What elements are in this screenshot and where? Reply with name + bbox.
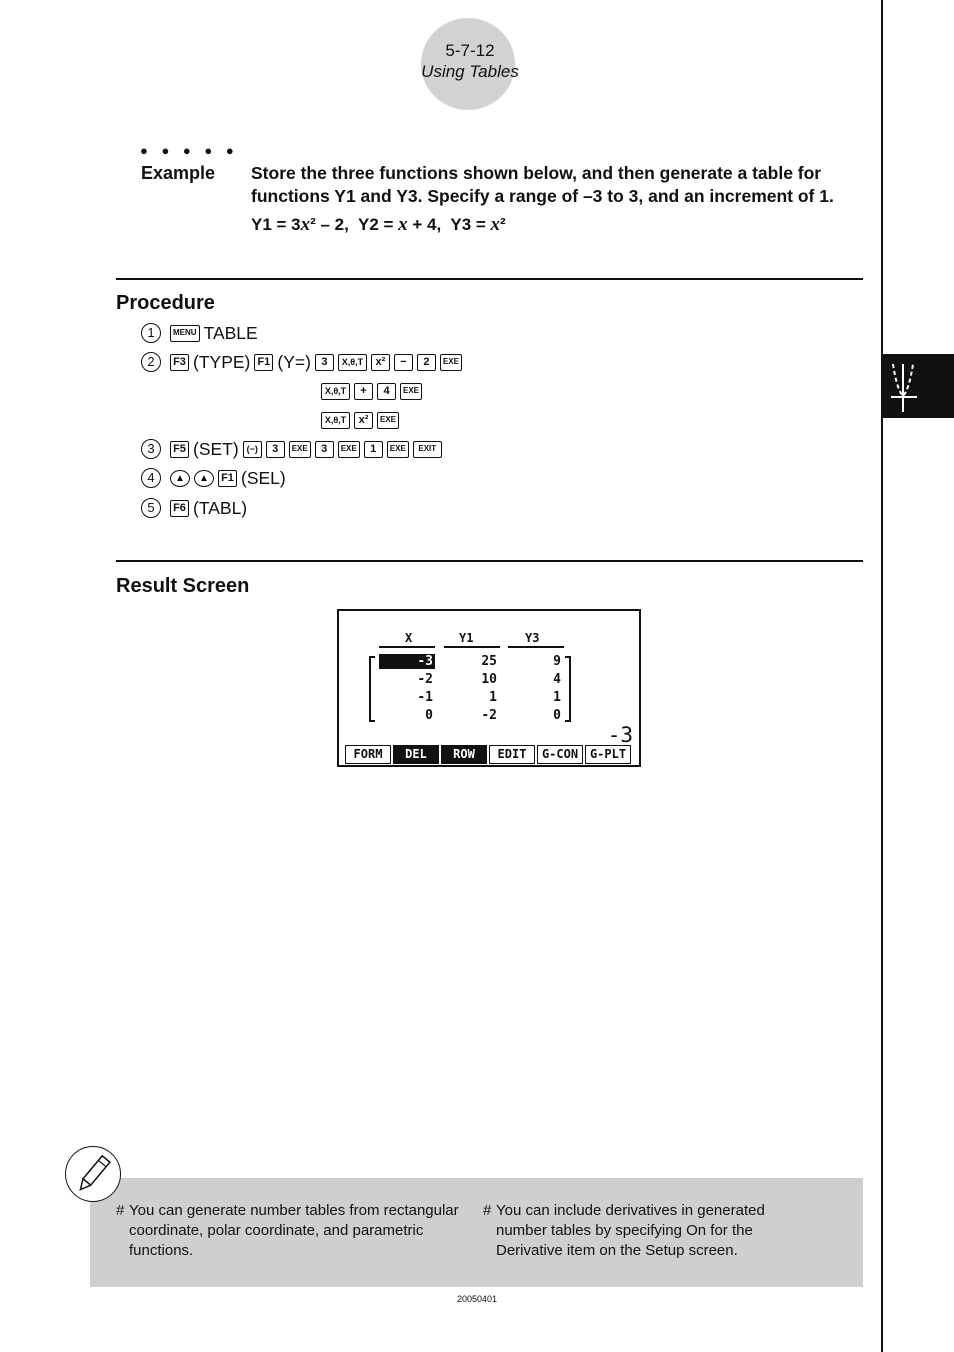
result-title: Result Screen <box>116 575 250 597</box>
cell-y1: -2 <box>481 708 497 723</box>
step-number: 4 <box>141 468 161 488</box>
page-header <box>370 40 570 82</box>
cell-y3: 0 <box>553 708 561 723</box>
page-number: 5-7-12 <box>445 41 495 60</box>
header-underline <box>444 646 500 648</box>
note-marker: # <box>483 1202 492 1219</box>
note-text: You can include derivatives in generated number tables by specifying On for the Derivative item on the Setup screen. <box>496 1202 765 1259</box>
three-key: 3 <box>315 354 334 371</box>
step-5 <box>141 497 251 519</box>
example-dots: ● ● ● ● ● <box>140 143 239 158</box>
step-label: (SEL) <box>241 467 286 488</box>
three-key: 3 <box>266 441 285 458</box>
up-arrow-icon: ▲ <box>194 470 214 487</box>
cell-y3: 1 <box>553 690 561 705</box>
step-number: 1 <box>141 323 161 343</box>
step-number: 5 <box>141 498 161 518</box>
cell-x: -1 <box>417 690 433 705</box>
plus-key: + <box>354 383 373 400</box>
step-label: (TYPE) <box>193 351 251 372</box>
note-marker: # <box>116 1202 125 1219</box>
step-label: (TABL) <box>193 497 248 518</box>
negative-key: (−) <box>243 441 262 458</box>
cell-x: -3 <box>417 654 433 669</box>
note-right <box>483 1201 803 1261</box>
step-2 <box>141 351 466 373</box>
note-left <box>116 1201 461 1261</box>
three-key: 3 <box>315 441 334 458</box>
pencil-icon-drawing <box>66 1147 122 1203</box>
menu-del: DEL <box>393 745 439 764</box>
example-label: Example <box>141 163 216 183</box>
left-bracket <box>369 656 375 722</box>
up-arrow-icon: ▲ <box>170 470 190 487</box>
exe-key: EXE <box>387 441 409 458</box>
cell-y1: 25 <box>481 654 497 669</box>
table-header-y1: Y1 <box>459 631 474 645</box>
section-title: Using Tables <box>421 62 519 81</box>
xthetat-key: X,θ,T <box>321 412 350 429</box>
exe-key: EXE <box>440 354 462 371</box>
step-number: 2 <box>141 352 161 372</box>
page-edge-rule <box>881 0 883 1352</box>
header-underline <box>508 646 564 648</box>
example-text: Store the three functions shown below, and then generate a table for functions Y1 and Y3. Specify a range of –3 to 3, and an increment of 1. <box>251 163 834 206</box>
f1-key: F1 <box>254 354 273 371</box>
cell-y1: 1 <box>489 690 497 705</box>
procedure-title: Procedure <box>116 292 215 314</box>
minus-key: − <box>394 354 413 371</box>
cell-x: 0 <box>425 708 433 723</box>
one-key: 1 <box>364 441 383 458</box>
f5-key: F5 <box>170 441 189 458</box>
cell-x: -2 <box>417 672 433 687</box>
exe-key: EXE <box>400 383 422 400</box>
table-header-y3: Y3 <box>525 631 540 645</box>
current-value: -3 <box>607 723 633 747</box>
step-1 <box>141 322 262 344</box>
four-key: 4 <box>377 383 396 400</box>
step-label: (Y=) <box>277 351 311 372</box>
note-text: You can generate number tables from rectangular coordinate, polar coordinate, and parametric functions. <box>129 1202 459 1259</box>
graph-table-icon <box>883 354 954 418</box>
exe-key: EXE <box>289 441 311 458</box>
f3-key: F3 <box>170 354 189 371</box>
xthetat-key: X,θ,T <box>338 354 367 371</box>
calculator-screen <box>337 609 641 767</box>
table-header-x: X <box>405 631 413 645</box>
exe-key: EXE <box>377 412 399 429</box>
menu-g-con: G-CON <box>537 745 583 764</box>
step-label: (SET) <box>193 438 239 459</box>
x-squared-key: x² <box>371 354 390 371</box>
x-squared-key: x² <box>354 412 373 429</box>
menu-key: MENU <box>170 325 200 342</box>
pencil-icon <box>65 1146 121 1202</box>
chapter-tab <box>883 354 954 418</box>
step-3 <box>141 438 446 460</box>
cell-y3: 4 <box>553 672 561 687</box>
step-2-line-3 <box>321 409 403 431</box>
exit-key: EXIT <box>413 441 442 458</box>
step-2-line-2 <box>321 380 426 402</box>
step-number: 3 <box>141 439 161 459</box>
xthetat-key: X,θ,T <box>321 383 350 400</box>
menu-edit: EDIT <box>489 745 535 764</box>
footer-code: 20050401 <box>456 1294 498 1304</box>
two-key: 2 <box>417 354 436 371</box>
menu-row: ROW <box>441 745 487 764</box>
menu-form: FORM <box>345 745 391 764</box>
step-label: TABLE <box>203 322 258 343</box>
cell-y1: 10 <box>481 672 497 687</box>
cell-y3: 9 <box>553 654 561 669</box>
procedure-rule <box>116 278 863 280</box>
example-formula: Y1 = 3x² – 2, Y2 = x + 4, Y3 = x² <box>251 214 506 235</box>
result-rule <box>116 560 863 562</box>
exe-key: EXE <box>338 441 360 458</box>
step-4 <box>141 467 290 489</box>
right-bracket <box>565 656 571 722</box>
f6-key: F6 <box>170 500 189 517</box>
menu-g-plt: G-PLT <box>585 745 631 764</box>
function-menu <box>345 745 631 764</box>
header-underline <box>379 646 435 648</box>
f1-key: F1 <box>218 470 237 487</box>
